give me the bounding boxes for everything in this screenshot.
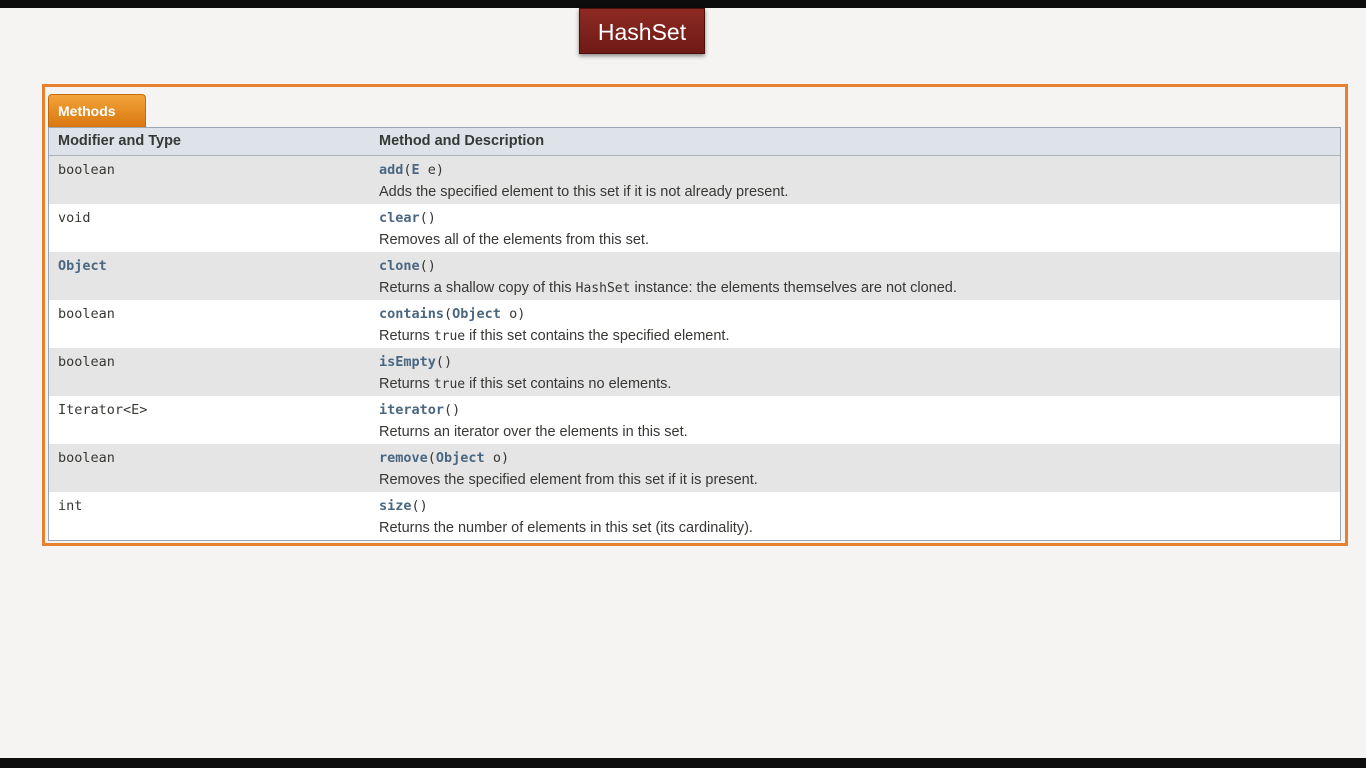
- sig-open: (: [444, 306, 453, 322]
- return-type: void: [58, 210, 91, 226]
- table-row: [49, 444, 1340, 492]
- method-link-iterator[interactable]: iterator: [379, 402, 445, 418]
- return-type: int: [58, 498, 83, 514]
- method-description: [379, 424, 688, 440]
- sig-open: (: [403, 162, 412, 178]
- sig-rest: o): [500, 306, 526, 322]
- return-type-link[interactable]: Object: [58, 258, 107, 274]
- method-signature: [379, 450, 758, 470]
- return-type: boolean: [58, 450, 115, 466]
- method-description: [379, 232, 649, 248]
- method-signature: [379, 162, 788, 182]
- sig-open: (): [419, 258, 436, 274]
- method-signature: [379, 498, 753, 518]
- top-letterbox-bar: [0, 0, 1366, 8]
- desc-code: true: [433, 377, 466, 392]
- param-type-link[interactable]: Object: [452, 306, 501, 322]
- table-row: [49, 300, 1340, 348]
- desc-text: Adds the specified element to this set if it is not already present.: [379, 184, 789, 200]
- method-signature: [379, 258, 957, 278]
- desc-code: true: [433, 329, 466, 344]
- table-row: [49, 396, 1340, 444]
- table-row: [49, 492, 1340, 540]
- method-signature: [379, 402, 688, 422]
- desc-text: Removes the specified element from this set if it is present.: [379, 472, 758, 488]
- method-description: [379, 280, 957, 296]
- param-type-link[interactable]: Object: [435, 450, 485, 466]
- desc-text: Returns the number of elements in this set (its cardinality).: [379, 520, 753, 536]
- table-row: [49, 156, 1340, 204]
- table-header-row: [49, 128, 1340, 156]
- desc-text: Returns a shallow copy of this: [379, 280, 576, 296]
- slide-title: HashSet: [579, 8, 705, 54]
- desc-text: instance: the elements themselves are not cloned.: [630, 280, 957, 296]
- method-description: [379, 328, 730, 344]
- method-link-clone[interactable]: clone: [379, 258, 420, 274]
- method-link-size[interactable]: size: [379, 498, 412, 514]
- desc-text: Returns an iterator over the elements in this set.: [379, 424, 688, 440]
- method-description: [379, 472, 758, 488]
- methods-panel-frame: [42, 84, 1348, 546]
- method-link-add[interactable]: add: [379, 162, 404, 178]
- desc-text: if this set contains no elements.: [465, 376, 672, 392]
- sig-open: (): [444, 402, 461, 418]
- methods-table: [48, 127, 1341, 541]
- sig-open: (): [435, 354, 453, 370]
- header-method-and-description: Method and Description: [379, 133, 545, 149]
- sig-rest: o): [484, 450, 510, 466]
- method-link-remove[interactable]: remove: [379, 450, 428, 466]
- method-description: [379, 376, 671, 392]
- sig-open: (): [411, 498, 428, 514]
- table-row: [49, 252, 1340, 300]
- desc-code: HashSet: [575, 281, 631, 296]
- param-type-link[interactable]: E: [411, 162, 420, 178]
- method-link-contains[interactable]: contains: [379, 306, 445, 322]
- table-row: [49, 204, 1340, 252]
- sig-open: (): [419, 210, 436, 226]
- bottom-letterbox-bar: [0, 758, 1366, 768]
- method-description: [379, 520, 753, 536]
- return-type: boolean: [58, 306, 115, 322]
- return-type: Iterator<E>: [58, 402, 148, 418]
- desc-text: Returns: [379, 376, 434, 392]
- methods-tab[interactable]: Methods: [48, 94, 146, 127]
- sig-rest: e): [419, 162, 445, 178]
- method-description: [379, 184, 788, 200]
- method-signature: [379, 210, 649, 230]
- header-modifier-and-type: Modifier and Type: [58, 133, 181, 149]
- method-signature: [379, 306, 730, 326]
- method-signature: [379, 354, 671, 374]
- desc-text: if this set contains the specified element.: [465, 328, 730, 344]
- sig-open: (: [427, 450, 436, 466]
- return-type: boolean: [58, 354, 115, 370]
- return-type: boolean: [58, 162, 115, 178]
- table-row: [49, 348, 1340, 396]
- desc-text: Removes all of the elements from this set.: [379, 232, 649, 248]
- method-link-isempty[interactable]: isEmpty: [379, 354, 436, 370]
- desc-text: Returns: [379, 328, 434, 344]
- method-link-clear[interactable]: clear: [379, 210, 420, 226]
